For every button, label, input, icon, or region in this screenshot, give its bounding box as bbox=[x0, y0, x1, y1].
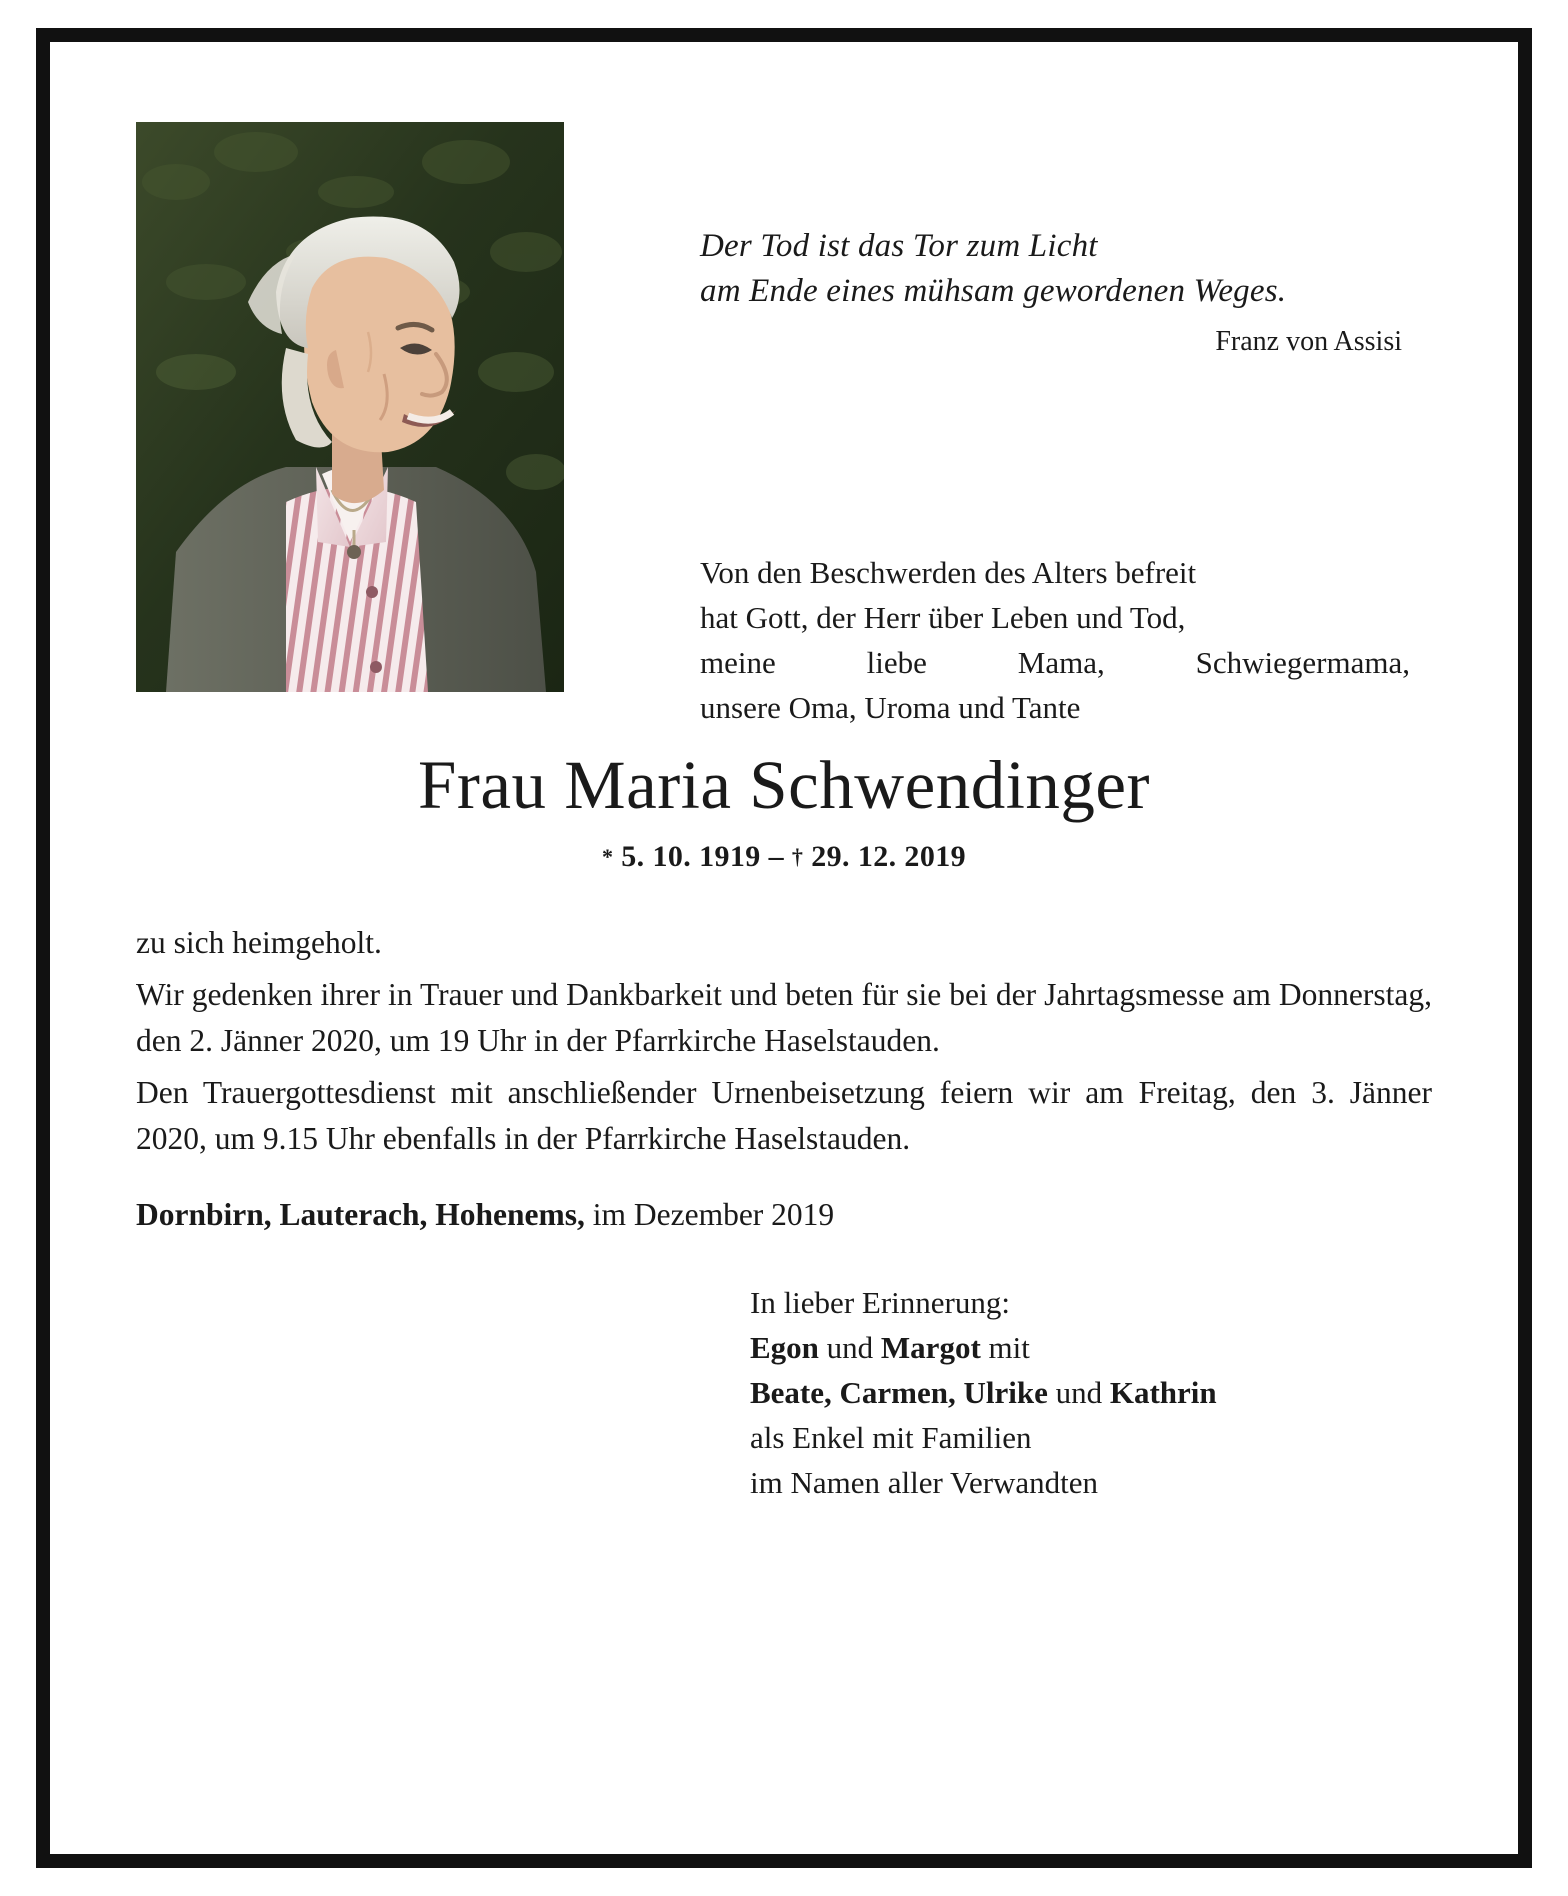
obituary-inner bbox=[50, 42, 1518, 1854]
deceased-name: Frau Maria Schwendinger bbox=[418, 747, 1150, 823]
signature-line-4: im Namen aller Verwandten bbox=[750, 1465, 1099, 1500]
quote-block bbox=[700, 224, 1420, 358]
quote-line-1: Der Tod ist das Tor zum Licht bbox=[700, 228, 1098, 264]
date-separator: – bbox=[768, 840, 784, 873]
body-paragraph-3: Den Trauergottesdienst mit anschließender Urnenbeisetzung feiern wir am Freitag, den 3. Jänner 2020, um 9.15 Uhr ebenfalls in der Pfarrkirche Haselstauden. bbox=[136, 1075, 1432, 1156]
birth-date: 5. 10. 1919 bbox=[621, 840, 761, 873]
obituary-card bbox=[36, 28, 1532, 1868]
body-paragraph-2: Wir gedenken ihrer in Trauer und Dankbarkeit und beten für sie bei der Jahrtagsmesse am Donnerstag, den 2. Jänner 2020, um 19 Uhr in der Pfarrkirche Haselstauden. bbox=[136, 977, 1432, 1058]
intro-line-3: meine liebe Mama, Schwiegermama, bbox=[700, 645, 1410, 680]
signature-name-margot: Margot bbox=[880, 1330, 981, 1365]
signature-name-egon: Egon bbox=[750, 1330, 819, 1365]
places: Dornbirn, Lauterach, Hohenems, bbox=[136, 1197, 585, 1232]
birth-symbol: * bbox=[601, 844, 614, 869]
intro-line-4: unsere Oma, Uroma und Tante bbox=[700, 690, 1081, 725]
place-and-date-line bbox=[136, 1192, 1432, 1238]
signature-name-kathrin: Kathrin bbox=[1109, 1375, 1217, 1410]
notice-date: im Dezember 2019 bbox=[584, 1197, 835, 1232]
intro-line-1: Von den Beschwerden des Alters befreit bbox=[700, 555, 1197, 590]
signature-conjunction-2: und bbox=[1047, 1375, 1110, 1410]
signature-names-grandchildren: Beate, Carmen, Ulrike bbox=[750, 1375, 1048, 1410]
signature-heading: In lieber Erinnerung: bbox=[750, 1285, 1010, 1320]
signature-line-3: als Enkel mit Familien bbox=[750, 1420, 1032, 1455]
quote-author: Franz von Assisi bbox=[1215, 326, 1402, 357]
death-date: 29. 12. 2019 bbox=[811, 840, 967, 873]
top-section bbox=[50, 42, 1518, 742]
body-text bbox=[136, 920, 1432, 1238]
portrait-photo bbox=[136, 122, 564, 692]
signature-suffix-1: mit bbox=[980, 1330, 1030, 1365]
body-paragraph-1: zu sich heimgeholt. bbox=[136, 925, 382, 960]
signature-conjunction-1: und bbox=[818, 1330, 881, 1365]
signature-line-1 bbox=[750, 1325, 1518, 1370]
quote-line-2: am Ende eines mühsam gewordenen Weges. bbox=[700, 273, 1287, 309]
intro-line-2: hat Gott, der Herr über Leben und Tod, bbox=[700, 600, 1186, 635]
intro-block bbox=[700, 550, 1410, 730]
signature-line-2 bbox=[750, 1370, 1518, 1415]
life-dates bbox=[50, 840, 1518, 874]
death-symbol: † bbox=[791, 844, 804, 869]
signature-block bbox=[50, 1280, 1518, 1505]
